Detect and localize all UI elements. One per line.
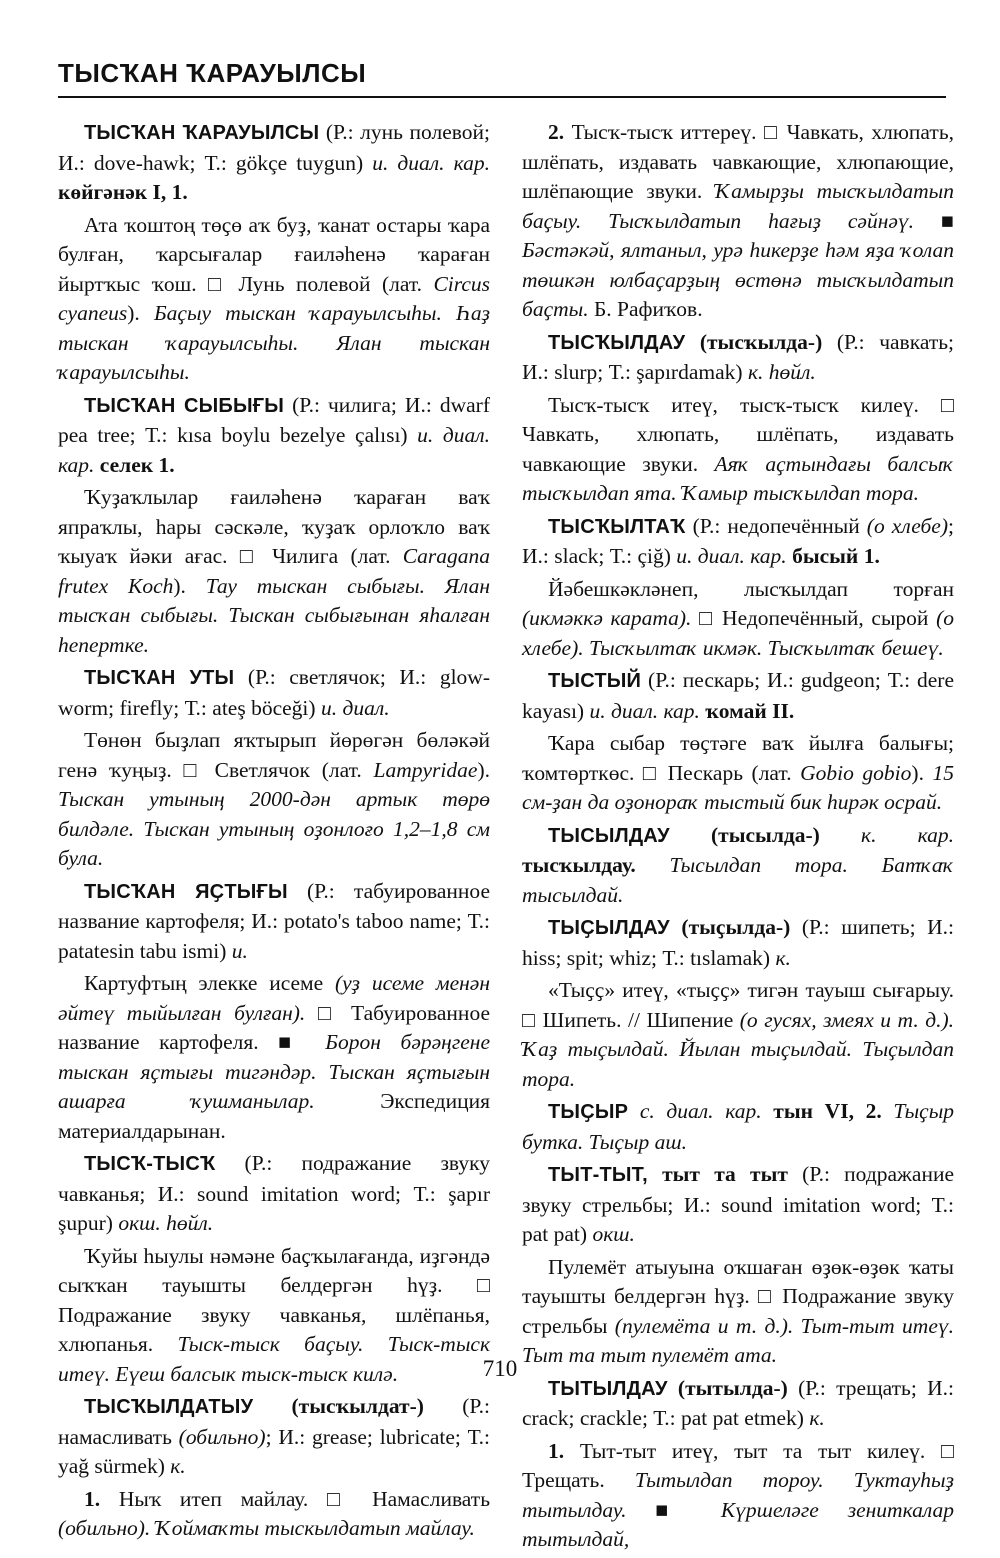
body-text: ; И.: slack; Т.: çiğ) — [522, 513, 954, 568]
dictionary-paragraph — [58, 1392, 490, 1482]
headword: ТЫҪЫР — [548, 1101, 629, 1123]
body-text: Ҡара сыбар төҫтәге ваҡ йылға балығы; ҡомтөрткөс. □ Пескарь (лат. — [522, 731, 954, 785]
headword: ТЫСҠЫЛДАТЫУ — [84, 1396, 254, 1418]
body-text: ). — [911, 760, 933, 785]
dictionary-paragraph — [522, 1097, 954, 1157]
dictionary-paragraph — [58, 663, 490, 723]
body-text: Б. Рафиҡов. — [588, 297, 703, 321]
body-text: ). — [127, 301, 154, 325]
body-text: ■ — [914, 208, 954, 233]
italic-text: Тыҫыр бутка. Тыҫыр аш. — [522, 1099, 955, 1154]
body-text: Тысҡ-тысҡ итеү, тысҡ-тысҡ килеү. □ Чавкать, хлюпать, шлёпать, издавать чавкающие звуки. — [522, 392, 954, 476]
italic-text: Күршеләге зениткалар тытылдай, — [522, 1497, 954, 1551]
headword: ТЫСЫЛДАУ — [548, 824, 670, 847]
bold-text: тын VI, 2. — [773, 1099, 894, 1123]
headword: ТЫСҠЫЛДАУ — [548, 331, 686, 354]
italic-text: (о хлебе). Тысҡылтаҡ икмәк. Тысҡылтаҡ бешеү. — [522, 606, 955, 660]
italic-text: и. диал. кар. — [58, 423, 490, 477]
dictionary-paragraph — [522, 512, 954, 572]
body-text: (Р.: намасливать — [58, 1394, 490, 1449]
italic-text: к. — [775, 945, 791, 970]
headword: ТЫСҠАН УТЫ — [84, 667, 235, 689]
headword: ТЫСҠАН СЫБЫҒЫ — [84, 394, 285, 417]
dictionary-paragraph — [58, 969, 490, 1146]
bold-text: 2. — [548, 120, 565, 144]
italic-text: 15 см-ҙан да оҙонораҡ тыстый бик һирәк осрай. — [522, 760, 954, 814]
body-text: (Р.: недопечённый — [685, 513, 867, 538]
body-text: ). — [477, 757, 490, 782]
dictionary-paragraph — [522, 1374, 954, 1434]
dictionary-paragraph — [522, 729, 954, 818]
headword: ТЫСҠАН ЯҪТЫҒЫ — [84, 880, 288, 903]
italic-text: и. диал. кар. — [372, 150, 491, 175]
dictionary-paragraph — [522, 666, 954, 726]
italic-text: (обильно) — [178, 1424, 266, 1449]
dictionary-paragraph — [522, 1160, 954, 1250]
italic-text: Аяҡ аҫтындағы балсыҡ тысҡылдап ята. Ҡамыр тысҡылдап тора. — [522, 451, 954, 505]
headword: ТЫТ-ТЫТ, — [548, 1164, 648, 1186]
bold-text: тыт та тыт — [647, 1162, 788, 1186]
header-rule — [58, 96, 946, 98]
body-text — [820, 823, 861, 847]
italic-text: к. һөйл. — [747, 360, 816, 384]
italic-text: к. — [170, 1454, 186, 1478]
dictionary-paragraph — [522, 976, 954, 1094]
body-text: ■ — [626, 1497, 721, 1522]
body-text: Картуфтың элекке исеме — [84, 971, 335, 995]
italic-text: Тысылдап тора. Батҡаҡ тысылдай. — [522, 853, 954, 907]
dictionary-paragraph — [58, 483, 490, 660]
bold-text: (тысҡылдат-) — [253, 1394, 424, 1418]
italic-text: Тытылдап тороу. Туктауһыҙ тытылдау. — [522, 1468, 954, 1522]
bold-text: тысҡылдау. — [522, 853, 670, 877]
body-text: Йәбешкәкләнеп, лысҡылдап торған — [548, 576, 954, 601]
dictionary-paragraph — [58, 1149, 490, 1239]
body-text: (Р.: табуированное название картофеля; И.: potato's taboo name; Т.: patatesin tabu ismi) — [58, 878, 490, 963]
body-text: (Р.: чилига; И.: dwarf pea tree; Т.: kısa boylu bezelye çalısı) — [58, 392, 490, 447]
bold-text: селек 1. — [99, 452, 175, 477]
body-text: (Р.: лунь полевой; И.: dove-hawk; Т.: gökçe tuygun) — [58, 120, 490, 175]
body-text: (Р.: трещать; И.: crack; crackle; Т.: pat pat etmek) — [522, 1375, 954, 1430]
italic-text: Gobio gobio — [800, 760, 912, 785]
dictionary-paragraph — [522, 1437, 954, 1555]
dictionary-paragraph — [58, 391, 490, 481]
italic-text: Тау тыскан сыбығы. Ялан тысҡан сыбығы. Тыскан сыбығынан яһалған һепертке. — [58, 573, 490, 657]
dictionary-paragraph — [522, 821, 954, 911]
body-text: (Р.: подражание звуку стрельбы; И.: sound imitation word; Т.: pat pat) — [522, 1162, 954, 1246]
body-text: □ Недопечённый, сырой — [691, 606, 937, 630]
headword: ТЫСҠЫЛТАҠ — [548, 515, 686, 538]
italic-text: (обильно). Ҡоймаҡты тыскылдатып майлау. — [58, 1516, 475, 1540]
dictionary-paragraph — [522, 1253, 954, 1371]
italic-text: (икмәккә карата). — [522, 606, 692, 630]
dictionary-paragraph — [58, 877, 490, 967]
body-text: (Р.: пескарь; И.: gudgeon; Т.: dere kayası) — [522, 668, 954, 723]
running-head: ТЫСҠАН ҠАРАУЫЛСЫ — [58, 58, 367, 88]
italic-text: окш. — [592, 1222, 635, 1246]
italic-text: (уҙ исеме менән әйтеү тыйылған булған). — [58, 971, 490, 1025]
italic-text: (о хлебе) — [866, 513, 949, 538]
dictionary-paragraph — [522, 913, 954, 973]
body-text: Ҡуйы һыулы нәмәне баҫҡылағанда, иҙгәндә сыҡҡан тауышты белдергән һүҙ. □ Подражание звуку чавканья, шлёпанья, хлюпанья. — [58, 1243, 490, 1356]
italic-text: Баҫыу тыскан ҡарауылсыһы. Һаҙ тыскан ҡарауылсыһы. Ялан тыскан ҡарауылсыһы. — [58, 301, 490, 384]
body-text: (Р.: шипеть; И.: hiss; spit; whiz; Т.: tıslamak) — [522, 915, 955, 970]
headword: ТЫСҠ-ТЫСҠ — [84, 1153, 216, 1175]
bold-text: ҡомай II. — [705, 698, 795, 723]
dictionary-paragraph — [58, 1485, 490, 1544]
headword: ТЫТЫЛДАУ — [548, 1377, 668, 1400]
body-text: Тыт-тыт итеү, тыт та тыт килеү. □ Трещать. — [522, 1438, 954, 1492]
italic-text: и. диал. — [320, 695, 390, 720]
dictionary-paragraph — [522, 118, 954, 325]
body-text: (Р.: светлячок; И.: glow-worm; firefly; Т.: ateş böceği) — [58, 665, 490, 720]
body-text: Ата ҡоштоң төҫө аҡ буҙ, ҡанат остары ҡара булған, ҡарсығалар ғаиләһенә ҡараған йыртҡыс ҡош. □ Лунь полевой (лат. — [58, 212, 490, 296]
headword: ТЫСҠАН ҠАРАУЫЛСЫ — [84, 122, 320, 144]
italic-text: Борон бәрәңгене тыскан яҫтығы тигәндәр. Тыскан яҫтығын ашарға ҡушманылар. — [58, 1030, 490, 1113]
dictionary-paragraph — [522, 328, 954, 388]
italic-text: и. диал. кар. — [676, 544, 793, 568]
bold-text: 1. — [84, 1486, 101, 1511]
bold-text: (тысҡылда-) — [685, 329, 823, 354]
body-text: ; И.: grease; lubricate; Т.: yağ sürmek) — [58, 1424, 490, 1478]
body-text: Тысҡ-тысҡ иттереү. □ Чавкать, хлюпать, шлёпать, издавать чавкающие, хлюпающие, шлёпающие звуки. — [522, 120, 954, 203]
left-column — [58, 118, 490, 1547]
body-text: Ныҡ итеп майлау. □ Намасливать — [100, 1486, 490, 1511]
bold-text: бысый 1. — [792, 544, 880, 568]
body-text: ). — [173, 573, 206, 598]
italic-text: (пулемёта и т. д.). Тыт-тыт итеү. Тыт та тыт пулемёт ата. — [522, 1313, 954, 1367]
body-text: Төнөн быҙлап яҡтырып йөрөгән бөләкәй генә ҡуңыҙ. □ Светлячок (лат. — [58, 728, 490, 782]
italic-text: Тыскан утының 2000-дән артык төрө билдәле. Тыскан утының оҙонлоғо 1,2–1,8 см була. — [58, 787, 490, 870]
italic-text: Бәстәкәй, ялтаныл, урә һикерҙе һәм яҙа ҡолап төшкән юлбаҫарҙың өстөнә тысҡылдатып баҫты. — [522, 238, 954, 321]
bold-text: 1. — [548, 1438, 565, 1463]
right-column — [522, 118, 954, 1558]
body-text: Экспедиция материалдарынан. — [58, 1089, 490, 1143]
dictionary-paragraph — [58, 118, 490, 208]
bold-text: көйгәнәк I, 1. — [58, 180, 188, 204]
italic-text: и. — [231, 938, 248, 963]
headword: ТЫҪЫЛДАУ — [548, 917, 670, 939]
dictionary-paragraph — [58, 726, 490, 874]
dictionary-paragraph — [522, 391, 954, 509]
italic-text: Caragana frutex Koch — [58, 544, 490, 598]
dictionary-paragraph — [522, 575, 954, 664]
body-text: «Тыҫҫ» итеү, «тыҫҫ» тигән тауыш сығарыу. □ Шипеть. // Шипение — [522, 978, 954, 1032]
italic-text: Lampyridae — [373, 757, 478, 782]
body-text — [628, 1099, 640, 1123]
body-text: Пулемёт атыуына оҡшаған өҙөк-өҙөк ҡаты тауышты белдергән һүҙ. □ Подражание звуку стрельбы — [522, 1254, 954, 1338]
body-text: (Р.: подражание звуку чавканья; И.: sound imitation word; Т.: şapır şupur) — [58, 1151, 490, 1235]
headword: ТЫСТЫЙ — [548, 670, 642, 692]
bold-text: (тысылда-) — [669, 822, 820, 847]
italic-text: к. — [809, 1406, 825, 1430]
italic-text: к. кар. — [861, 822, 955, 847]
bold-text: (тытылда-) — [667, 1375, 788, 1400]
italic-text: окш. һөйл. — [118, 1211, 214, 1235]
body-text: Ҡуҙаҡлылар ғаиләһенә ҡараған ваҡ япраҡлы, һары сәскәле, ҡуҙаҡ орлоҡло ваҡ ҡыуаҡ йәки ағас. □ Чилига (лат. — [58, 485, 490, 568]
italic-text: (о гусях, змеях и т. д.). Ҡаҙ тыҫылдай. Йылан тыҫылдай. Тыҫылдап тора. — [522, 1007, 954, 1091]
body-text: □ Табуированное название картофеля. ■ — [58, 1000, 490, 1054]
body-text: (Р.: чавкать; И.: slurp; Т.: şapırdamak) — [522, 329, 954, 384]
italic-text: с. диал. кар. — [639, 1099, 774, 1123]
italic-text: Circus cyaneus — [58, 271, 490, 325]
bold-text: (тыҫылда-) — [669, 915, 791, 939]
italic-text: и. диал. кар. — [589, 698, 706, 723]
italic-text: Тыск-тыск баҫыу. Тыск-тыск итеү. Еүеш балсык тыск-тыск килә. — [58, 1332, 490, 1386]
italic-text: Ҡамырҙы тысҡылдатып баҫыу. Тысҡылдатып һағыҙ сәйнәү. — [522, 179, 954, 233]
page-number: 710 — [482, 1356, 518, 1381]
dictionary-paragraph — [58, 211, 490, 388]
